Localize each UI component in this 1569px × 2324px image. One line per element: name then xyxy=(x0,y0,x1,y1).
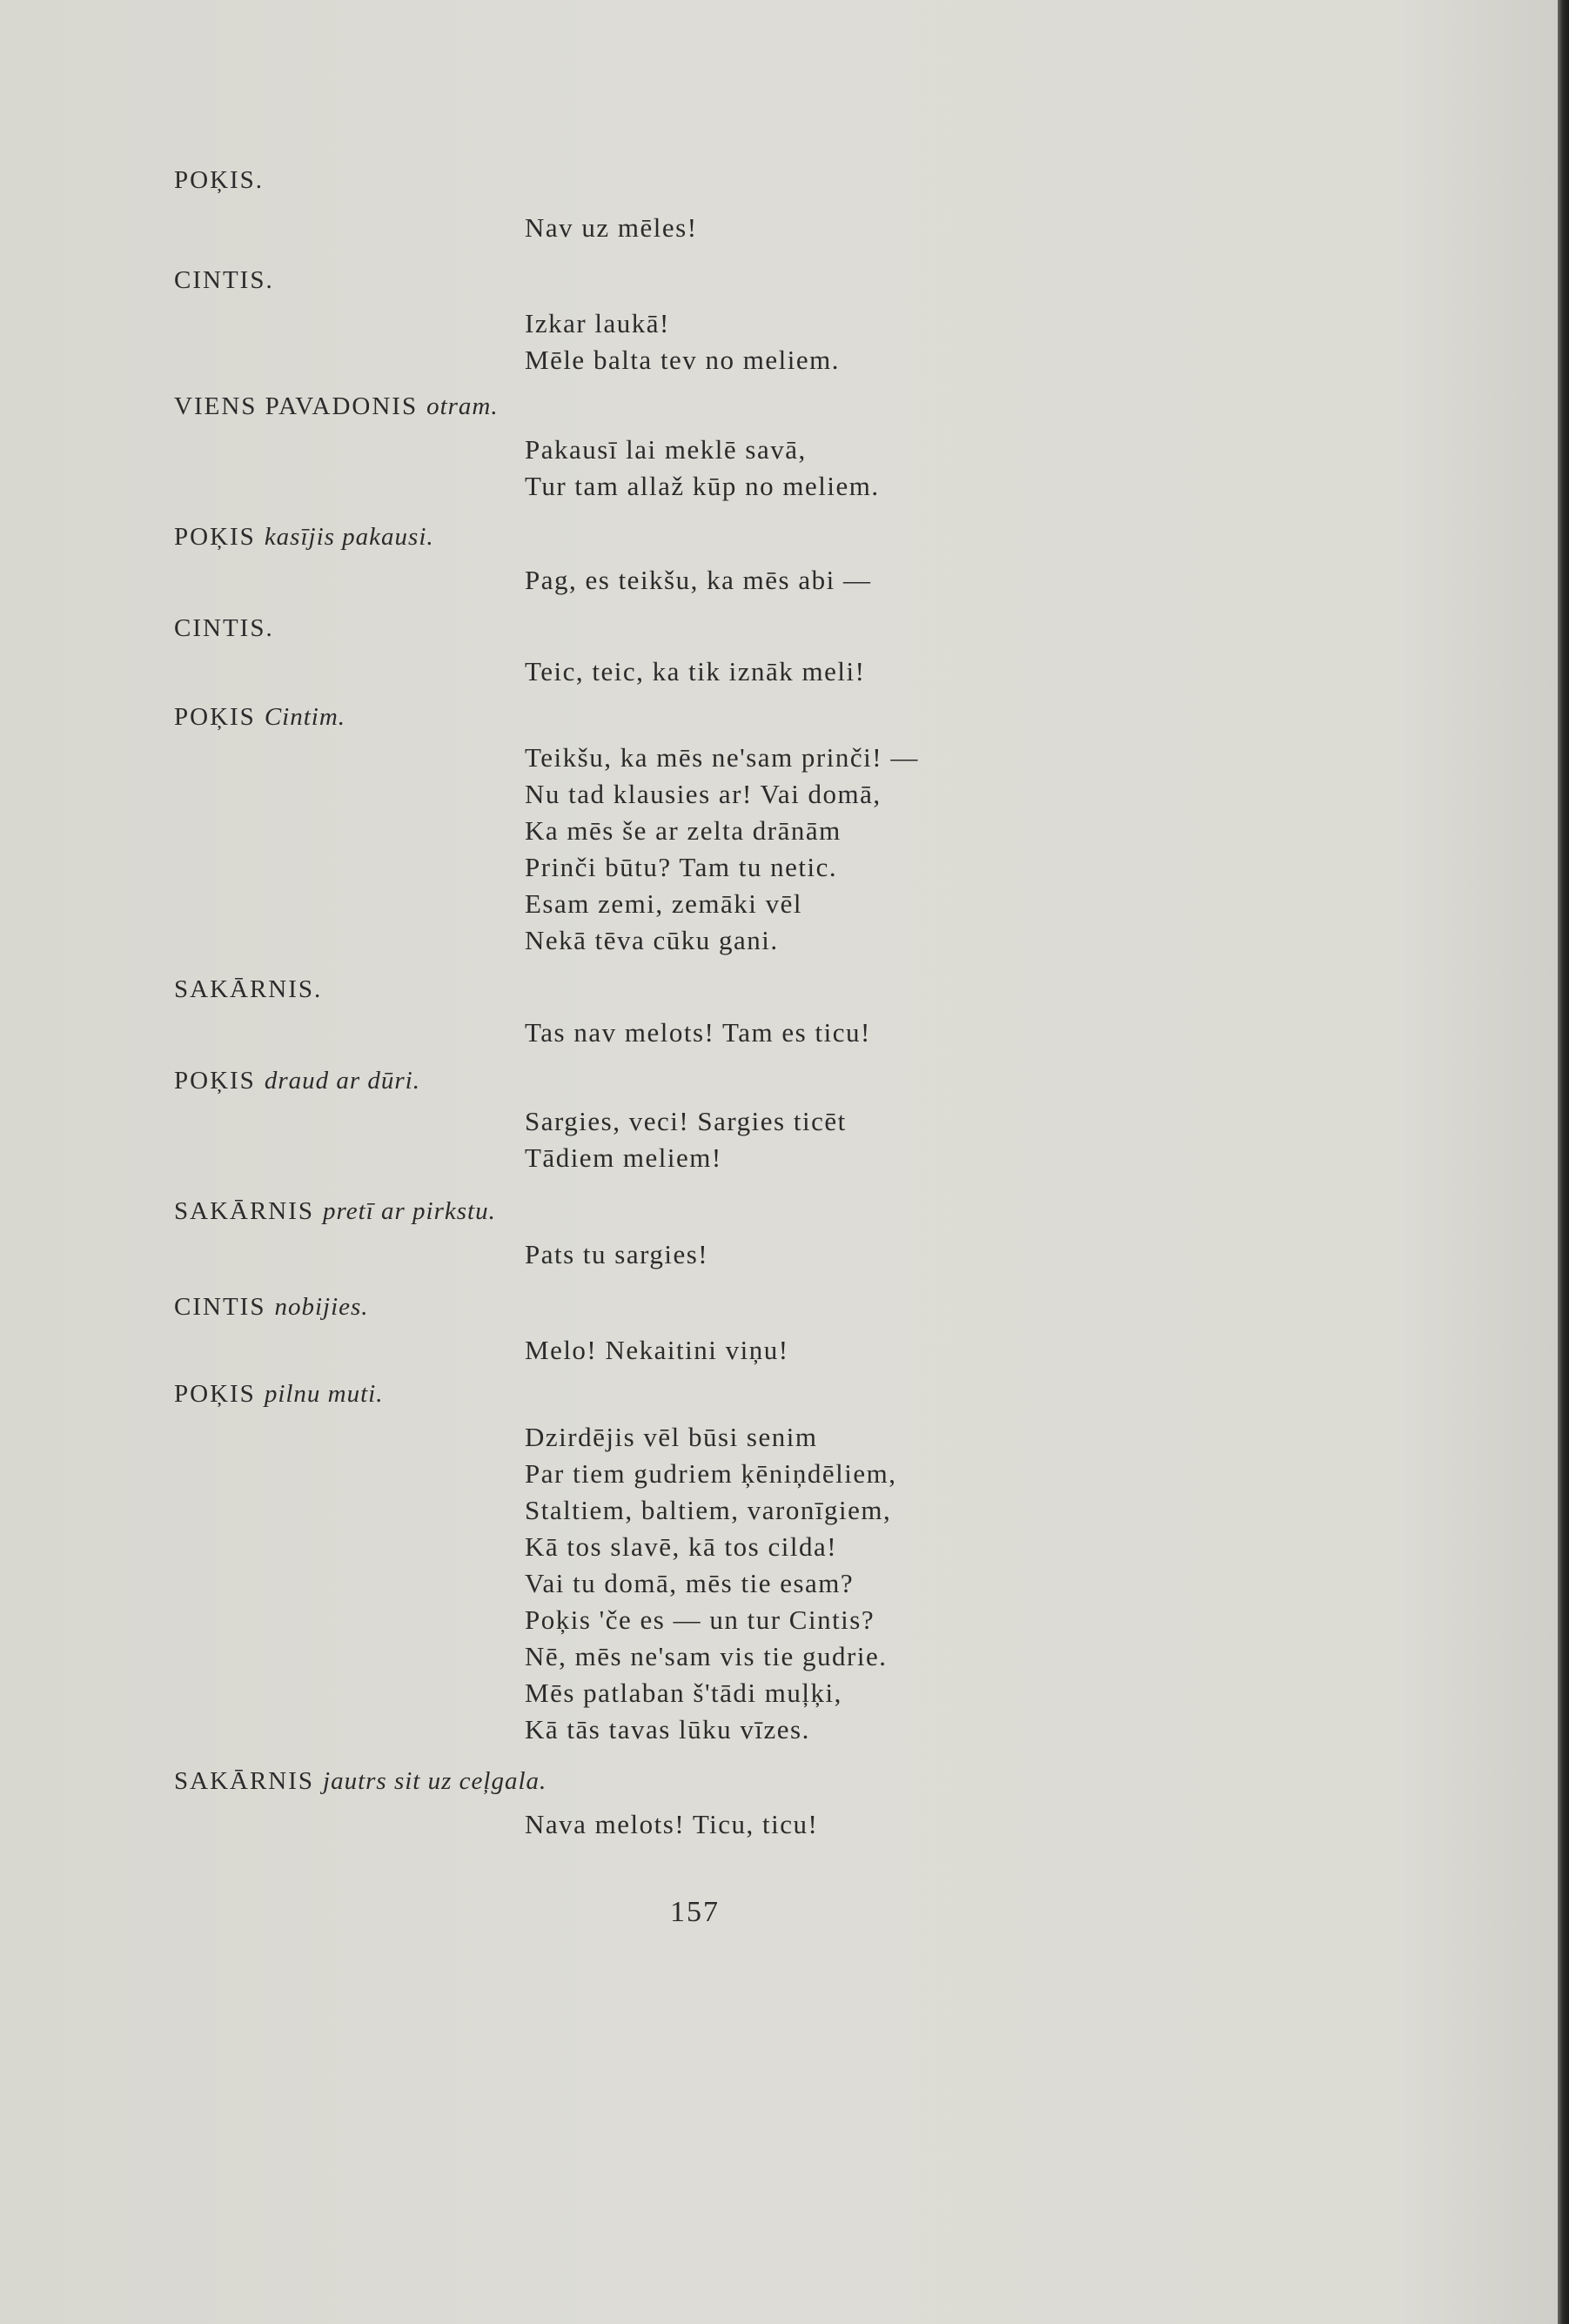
speaker-name: POĶIS xyxy=(174,703,256,731)
speaker-name: SAKĀRNIS xyxy=(174,1197,315,1225)
speaker-heading xyxy=(174,614,274,643)
verse-line: Ka mēs še ar zelta drānām xyxy=(525,815,841,846)
speaker-name: POĶIS. xyxy=(174,166,265,194)
verse-lines xyxy=(525,1103,847,1176)
page-number: 157 xyxy=(670,1896,720,1928)
speaker-name: CINTIS xyxy=(174,1293,266,1321)
verse-lines xyxy=(525,432,880,505)
verse-lines xyxy=(525,1419,896,1748)
verse-line: Prinči būtu? Tam tu netic. xyxy=(525,852,838,882)
verse-line: Nava melots! Ticu, ticu! xyxy=(525,1809,819,1839)
verse-lines xyxy=(525,1806,818,1843)
verse-line: Teic, teic, ka tik iznāk meli! xyxy=(525,656,866,686)
speaker-heading xyxy=(174,266,274,295)
speaker-name: POĶIS xyxy=(174,523,256,551)
verse-lines xyxy=(525,1015,871,1051)
stage-direction: pilnu muti. xyxy=(264,1380,384,1408)
verse-lines xyxy=(525,740,919,959)
speaker-heading xyxy=(174,392,499,421)
verse-lines xyxy=(525,653,865,690)
verse-line: Pakausī lai meklē savā, xyxy=(525,434,807,465)
speaker-name: VIENS PAVADONIS xyxy=(174,392,419,420)
verse-line: Kā tās tavas lūku vīzes. xyxy=(525,1714,810,1745)
speaker-name: SAKĀRNIS xyxy=(174,1767,315,1795)
stage-direction: jautrs sit uz ceļgala. xyxy=(323,1767,547,1795)
stage-direction: otram. xyxy=(426,392,499,420)
verse-line: Kā tos slavē, kā tos cilda! xyxy=(525,1531,838,1562)
verse-line: Mēs patlaban š'tādi muļķi, xyxy=(525,1678,842,1708)
verse-lines xyxy=(525,1332,789,1369)
verse-line: Par tiem gudriem ķēniņdēliem, xyxy=(525,1458,897,1489)
stage-direction: nobijies. xyxy=(274,1293,369,1321)
speaker-name: POĶIS xyxy=(174,1380,256,1408)
verse-line: Poķis 'če es — un tur Cintis? xyxy=(525,1604,875,1635)
verse-line: Pats tu sargies! xyxy=(525,1239,709,1269)
stage-direction: Cintim. xyxy=(264,703,346,731)
verse-line: Tādiem meliem! xyxy=(525,1142,722,1173)
speaker-heading xyxy=(174,1197,496,1226)
verse-lines xyxy=(525,210,698,246)
verse-line: Staltiem, baltiem, varonīgiem, xyxy=(525,1495,892,1525)
stage-direction: pretī ar pirkstu. xyxy=(323,1197,496,1225)
verse-line: Nu tad klausies ar! Vai domā, xyxy=(525,779,882,809)
verse-line: Nav uz mēles! xyxy=(525,212,698,243)
speaker-heading xyxy=(174,1293,369,1322)
speaker-name: POĶIS xyxy=(174,1067,256,1095)
verse-lines xyxy=(525,305,840,378)
verse-lines xyxy=(525,562,871,599)
stage-direction: kasījis pakausi. xyxy=(264,523,434,551)
verse-line: Dzirdējis vēl būsi senim xyxy=(525,1422,818,1452)
speaker-heading xyxy=(174,1067,420,1095)
verse-line: Nē, mēs ne'sam vis tie gudrie. xyxy=(525,1641,888,1671)
speaker-heading xyxy=(174,1380,383,1409)
speaker-heading xyxy=(174,523,434,552)
verse-line: Sargies, veci! Sargies ticēt xyxy=(525,1106,847,1136)
verse-line: Mēle balta tev no meliem. xyxy=(525,345,841,375)
verse-line: Esam zemi, zemāki vēl xyxy=(525,888,802,919)
speaker-name: CINTIS. xyxy=(174,266,274,294)
verse-line: Vai tu domā, mēs tie esam? xyxy=(525,1568,855,1598)
verse-line: Izkar laukā! xyxy=(525,308,670,338)
speaker-heading xyxy=(174,975,322,1004)
speaker-name: CINTIS. xyxy=(174,614,274,642)
speaker-name: SAKĀRNIS. xyxy=(174,975,323,1003)
verse-line: Melo! Nekaitini viņu! xyxy=(525,1335,789,1365)
verse-line: Tur tam allaž kūp no meliem. xyxy=(525,471,880,501)
speaker-heading xyxy=(174,166,264,195)
speaker-heading xyxy=(174,703,345,732)
speaker-heading xyxy=(174,1767,546,1796)
verse-line: Nekā tēva cūku gani. xyxy=(525,925,779,955)
verse-line: Teikšu, ka mēs ne'sam prinči! — xyxy=(525,742,919,773)
verse-line: Tas nav melots! Tam es ticu! xyxy=(525,1017,871,1048)
page-edge-shadow xyxy=(1558,0,1569,2324)
verse-lines xyxy=(525,1236,708,1273)
verse-line: Pag, es teikšu, ka mēs abi — xyxy=(525,565,872,595)
stage-direction: draud ar dūri. xyxy=(264,1067,420,1095)
